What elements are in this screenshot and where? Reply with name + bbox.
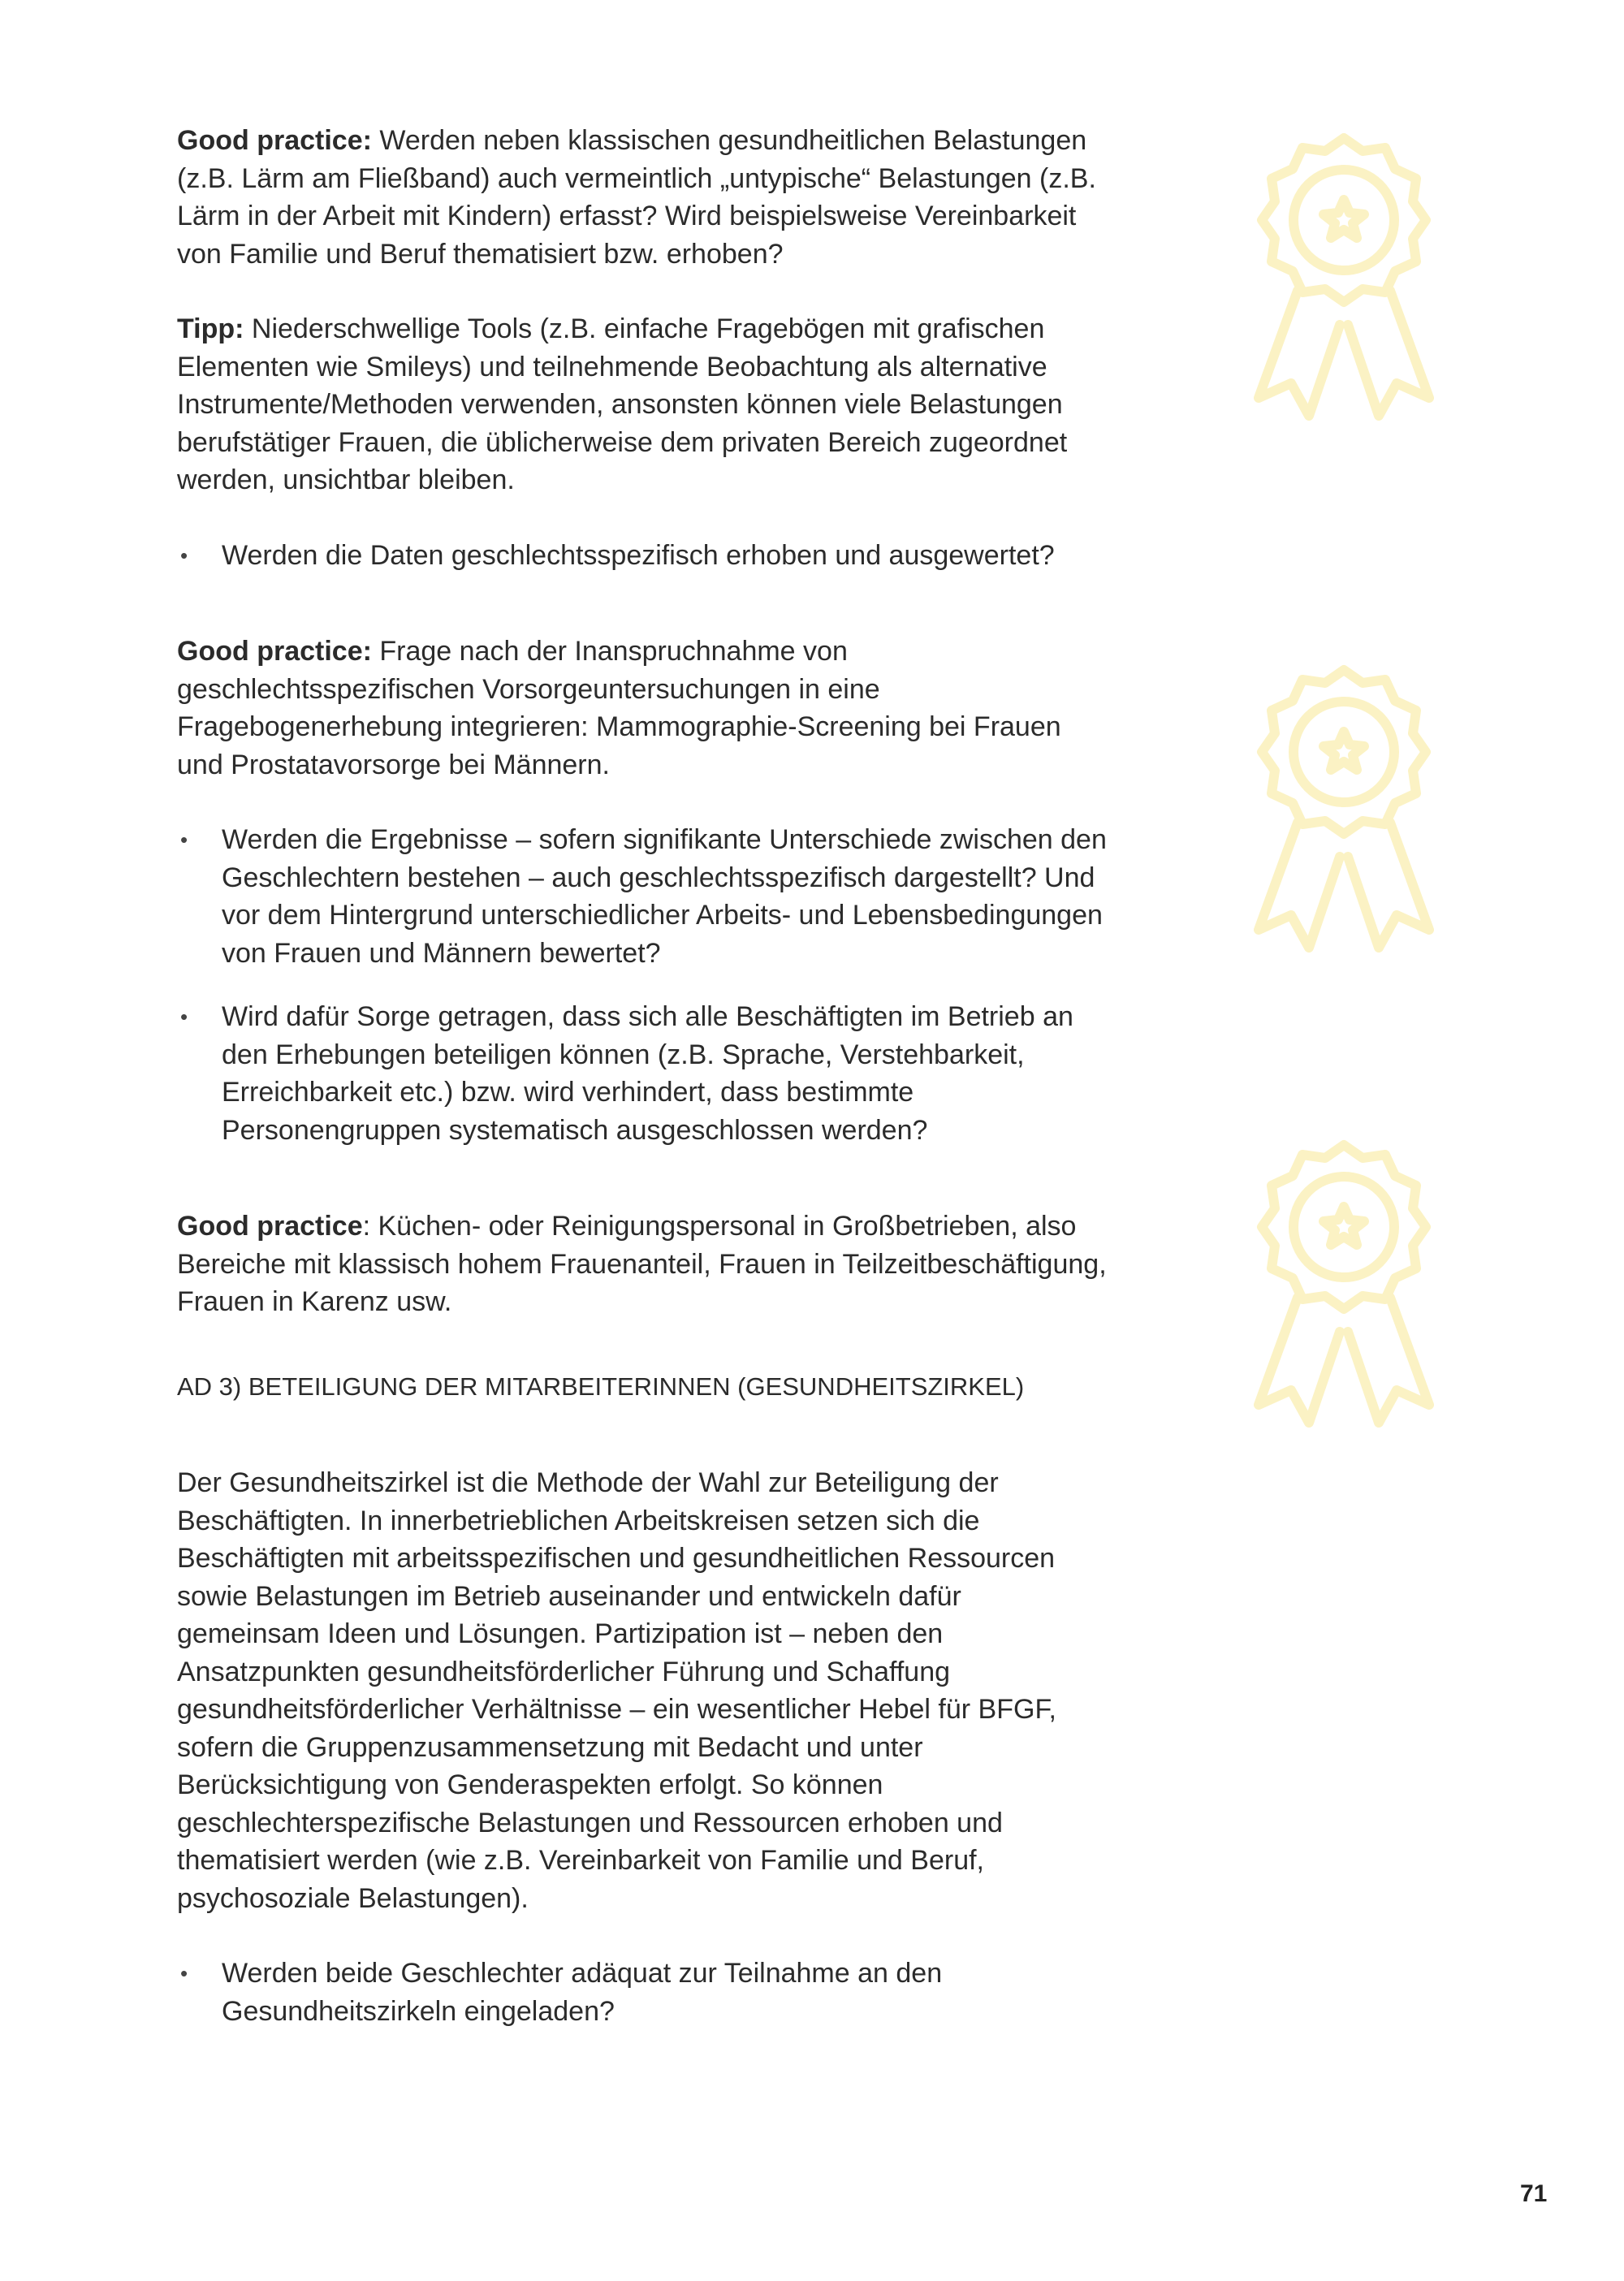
good-practice-label: Good practice — [177, 1211, 363, 1242]
list-item: • Wird dafür Sorge getragen, dass sich alle Beschäftigten im Betrieb an den Erhebungen beteiligen können (z.B. Sprache, Verstehbarkeit, Erreichbarkeit etc.) bzw. wird verhindert, dass bestimmte Personengruppen systematisch ausgeschlossen werden? — [177, 998, 1111, 1149]
list-item: • Werden beide Geschlechter adäquat zur Teilnahme an den Gesundheitszirkeln eingeladen? — [177, 1955, 1111, 2030]
good-practice-text: Frage nach der Inanspruchnahme von geschlechtsspezifischen Vorsorgeuntersuchungen in eine Fragebogenerhebung integrieren: Mammographie-Screening bei Frauen und Prostatavorsorge bei Männern. — [177, 636, 1061, 780]
award-ribbon-icon — [1234, 130, 1453, 438]
page-number: 71 — [1520, 2180, 1548, 2207]
good-practice-1 — [177, 122, 1111, 273]
tip-block — [177, 310, 1111, 499]
section-heading: AD 3) BETEILIGUNG DER MITARBEITERINNEN (GESUNDHEITSZIRKEL) — [177, 1372, 1025, 1401]
bullet-list-3 — [177, 1955, 1111, 2030]
bullet-list-1 — [177, 537, 1111, 575]
good-practice-2 — [177, 633, 1111, 784]
list-item: • Werden die Ergebnisse – sofern signifikante Unterschiede zwischen den Geschlechtern bestehen – auch geschlechtsspezifisch dargestellt? Und vor dem Hintergrund unterschiedlicher Arbeits- und Lebensbedingungen von Frauen und Männern bewertet? — [177, 821, 1111, 972]
good-practice-text: Werden neben klassischen gesundheitlichen Belastungen (z.B. Lärm am Fließband) auch vermeintlich „untypische“ Belastungen (z.B. Lärm in der Arbeit mit Kindern) erfasst? Wird beispielsweise Vereinbarkeit von Familie und Beruf thematisiert bzw. erhoben? — [177, 125, 1096, 270]
tip-text: Niederschwellige Tools (z.B. einfache Fragebögen mit grafischen Elementen wie Smileys) und teilnehmende Beobachtung als alternative Instrumente/Methoden verwenden, ansonsten können viele Belastungen berufstätiger Frauen, die üblicherweise dem privaten Bereich zugeordnet werden, unsichtbar bleiben. — [177, 313, 1068, 495]
good-practice-label: Good practice: — [177, 125, 372, 156]
bullet-list-2 — [177, 821, 1111, 1149]
body-paragraph: Der Gesundheitszirkel ist die Methode der Wahl zur Beteiligung der Beschäftigten. In innerbetrieblichen Arbeitskreisen setzen sich die Beschäftigten mit arbeitsspezifischen und gesundheitlichen Ressourcen sowie Belastungen im Betrieb auseinander und entwickeln dafür gemeinsam Ideen und Lösungen. Partizipation ist – neben den Ansatzpunkten gesundheitsförderlicher Führung und Schaffung gesundheitsförderlicher Verhältnisse – ein wesentlicher Hebel für BFGF, sofern die Gruppenzusammensetzung mit Bedacht und unter Berücksichtigung von Genderaspekten erfolgt. So können geschlechterspezifische Belastungen und Ressourcen erhoben und thematisiert werden (wie z.B. Vereinbarkeit von Familie und Beruf, psychosoziale Belastungen). — [177, 1467, 1056, 1914]
good-practice-text: : Küchen- oder Reinigungspersonal in Großbetrieben, also Bereiche mit klassisch hohem Frauenanteil, Frauen in Teilzeitbeschäftigung, Frauen in Karenz usw. — [177, 1211, 1107, 1317]
award-ribbon-icon — [1234, 1137, 1453, 1445]
award-ribbon-icon — [1234, 662, 1453, 970]
good-practice-3 — [177, 1207, 1111, 1321]
tip-label: Tipp: — [177, 313, 244, 344]
good-practice-label: Good practice: — [177, 636, 372, 667]
list-item: • Werden die Daten geschlechtsspezifisch erhoben und ausgewertet? — [177, 537, 1111, 575]
page-content — [177, 122, 1111, 2030]
